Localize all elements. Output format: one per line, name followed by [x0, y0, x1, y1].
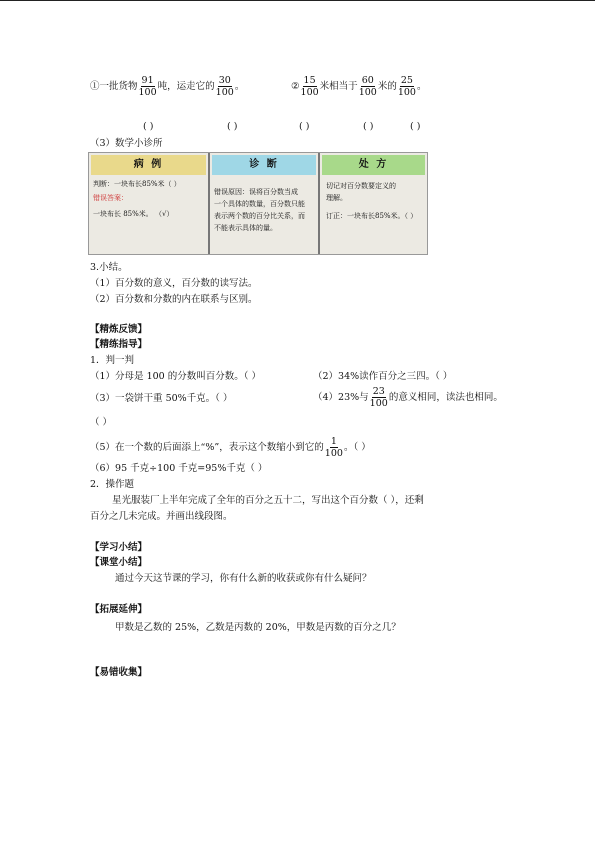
extend-heading: 【拓展延伸】: [90, 604, 148, 615]
answer-blank-4[interactable]: ( ): [363, 121, 374, 132]
j4-pre: （4）23%与: [313, 391, 369, 403]
answer-blank-3[interactable]: ( ): [299, 121, 310, 132]
prescription-header: 处 方: [322, 155, 425, 175]
feedback-heading: 【精炼反馈】: [90, 324, 148, 335]
j5-post: 。（ ）: [343, 441, 371, 453]
qb-f1-num: 15: [303, 75, 316, 86]
qa-middle: 吨，运走它的: [157, 80, 215, 92]
qa-f1-den: 100: [138, 87, 157, 98]
summary-line-2: （2）百分数和分数的内在联系与区别。: [90, 294, 258, 305]
qb-middle-1: 米相当于: [319, 80, 358, 92]
diagnosis-line-3: 表示两个数的百分比关系，而: [214, 212, 305, 220]
j5-pre: （5）在一个数的后面添上“%”，表示这个数缩小到它的: [90, 441, 324, 453]
qb-f3-num: 25: [400, 75, 413, 86]
question-part-a: [90, 75, 244, 98]
qb-fraction-1: [301, 75, 319, 98]
qa-f1-num: 91: [141, 75, 154, 86]
question-part-b: [291, 75, 427, 98]
page-top-rule: [0, 0, 595, 1]
summary-line-1: （1）百分数的意义，百分数的读写法。: [90, 278, 258, 289]
judge-item-4: [313, 386, 503, 409]
qb-fraction-3: [398, 75, 416, 98]
j5-den: 100: [324, 448, 343, 459]
diagnosis-line-2: 一个具体的数量，百分数只能: [214, 200, 305, 208]
diagnosis-line-1: 错误原因：误将百分数当成: [214, 188, 298, 196]
diagnosis-header: 诊 断: [212, 155, 316, 175]
j5-num: 1: [330, 436, 337, 447]
prescription-line-3: 订正：一块布长85%米。（ ）: [326, 212, 418, 220]
judge-item-4-blank[interactable]: （ ）: [90, 417, 113, 428]
study-summary-heading: 【学习小结】: [90, 542, 148, 553]
diagnosis-title: （3）数学小诊所: [90, 138, 163, 149]
diagnosis-line-4: 不能表示具体的量。: [214, 224, 277, 232]
judge-item-6: （6）95 千克÷100 千克=95%千克（ ）: [90, 463, 268, 474]
qa-f2-num: 30: [218, 75, 231, 86]
j4-num: 23: [372, 386, 385, 397]
summary-title: 3.小结。: [90, 262, 128, 273]
error-collection-heading: 【易错收集】: [90, 667, 148, 678]
case-line-3: 一块布长 85%米。 （√）: [93, 210, 174, 218]
prescription-line-1: 切记对百分数要定义的: [326, 182, 396, 190]
qa-prefix: ①一批货物: [90, 80, 138, 92]
qa-fraction-2: [216, 75, 234, 98]
qa-fraction-1: [139, 75, 157, 98]
class-summary-text: 通过今天这节课的学习，你有什么新的收获或你有什么疑问？: [115, 573, 372, 584]
case-line-1: 判断：一块布长85%米（ ）: [93, 180, 181, 188]
qb-prefix: ②: [291, 80, 300, 92]
judge-item-5: [90, 436, 371, 459]
qb-middle-2: 米的: [377, 80, 397, 92]
j4-den: 100: [369, 398, 388, 409]
operation-line-2: 百分之几未完成。并画出线段图。: [90, 511, 233, 522]
j5-fraction: [325, 436, 343, 459]
class-summary-heading: 【课堂小结】: [90, 557, 148, 568]
judge-item-1: （1）分母是 100 的分数叫百分数。（ ）: [90, 371, 261, 382]
qb-f2-den: 100: [358, 87, 377, 98]
answer-blank-1[interactable]: ( ): [143, 121, 154, 132]
judge-item-3: （3）一袋饼干重 50%千克。（ ）: [90, 393, 233, 404]
answer-blank-5[interactable]: ( ): [410, 121, 421, 132]
prescription-column: [320, 153, 427, 254]
case-column: [89, 153, 208, 254]
judge-title: 1．判一判: [90, 355, 135, 366]
j4-fraction: [370, 386, 388, 409]
prescription-line-2: 理解。: [326, 194, 347, 202]
diagnosis-photo: [88, 152, 428, 255]
operation-title: 2．操作题: [90, 479, 135, 490]
case-header: 病 例: [91, 155, 206, 175]
qb-f1-den: 100: [300, 87, 319, 98]
qa-end: 。: [234, 80, 245, 92]
guide-heading: 【精练指导】: [90, 339, 148, 350]
qb-f2-num: 60: [361, 75, 374, 86]
qb-end: 。: [416, 80, 427, 92]
qa-f2-den: 100: [215, 87, 234, 98]
qb-f3-den: 100: [397, 87, 416, 98]
operation-line-1: 星光服装厂上半年完成了全年的百分之五十二，写出这个百分数（ ），还剩: [112, 495, 424, 506]
diagnosis-column: [210, 153, 318, 254]
j4-post: 的意义相同，读法也相同。: [388, 391, 503, 403]
extend-text: 甲数是乙数的 25%，乙数是丙数的 20%，甲数是丙数的百分之几？: [115, 622, 401, 633]
qb-fraction-2: [359, 75, 377, 98]
case-line-2: 错误答案：: [93, 194, 128, 202]
answer-blank-2[interactable]: ( ): [227, 121, 238, 132]
judge-item-2: （2）34%读作百分之三四。（ ）: [313, 371, 453, 382]
